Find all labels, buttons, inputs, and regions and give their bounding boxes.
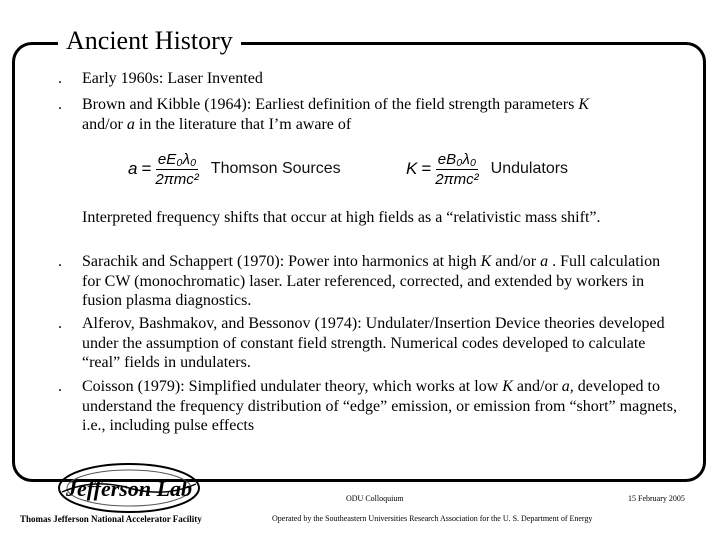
bullet-marker: . [58, 253, 62, 270]
footer-organization: Thomas Jefferson National Accelerator Facility [20, 514, 202, 524]
bullet-alferov: Alferov, Bashmakov, and Bessonov (1974): Undulater/Insertion Device theories developed under the assumption of constant field strength. Numerical codes developed to calculate “real” fields in undulaters. [82, 315, 665, 371]
bullet-sarachik: Sarachik and Schappert (1970): Power into harmonics at high K and/or a . Full calculation for CW (monochromatic) laser. Later referenced, corrected, and extended by workers in fusion plasma diagnostics. [82, 253, 661, 309]
footer-operated-by: Operated by the Southeastern Universities Research Association for the U. S. Department of Energy [272, 514, 593, 523]
paragraph-interpreted: Interpreted frequency shifts that occur at high fields as a “relativistic mass shift”. [82, 209, 601, 226]
equation-numerator: eE₀λ₀ [157, 150, 197, 168]
a-symbol: a [126, 115, 135, 133]
slide-title: Ancient History [58, 24, 241, 58]
equation-thomson: a = $\frac{\text{eE₀λ₀}}{\text{2πmc²}}$ Thomson Sources [128, 150, 341, 188]
equation-label-thomson: Thomson Sources [210, 160, 341, 177]
logo-text: Jefferson Lab [65, 476, 193, 501]
bullet-marker: . [58, 70, 62, 87]
equation-label-undulators: Undulators [490, 160, 569, 177]
footer-date: 15 February 2005 [628, 494, 685, 503]
bullet-marker: . [58, 96, 62, 113]
bullet-marker: . [58, 378, 62, 395]
footer-event: ODU Colloquium [346, 494, 404, 503]
bullet-brown-kibble: Brown and Kibble (1964): Earliest definition of the field strength parameters K and/or a in the literature that I’m aware of [82, 96, 589, 133]
jefferson-lab-logo [54, 458, 204, 516]
bullet-coisson: Coisson (1979): Simplified undulater theory, which works at low K and/or a, developed to understand the frequency distribution of “edge” emission, or emission from “short” magnets, i.e., including pulse effects [82, 378, 677, 434]
bullet-marker: . [58, 315, 62, 332]
equation-numerator: eB₀λ₀ [437, 150, 477, 168]
equation-denominator: 2πmc² [435, 170, 479, 188]
k-symbol: K [578, 96, 589, 113]
equation-denominator: 2πmc² [155, 170, 199, 188]
bullet-laser-invented: Early 1960s: Laser Invented [82, 70, 263, 87]
equation-undulators: K = $\frac{\text{eB₀λ₀}}{\text{2πmc²}}$ Undulators [406, 150, 569, 188]
